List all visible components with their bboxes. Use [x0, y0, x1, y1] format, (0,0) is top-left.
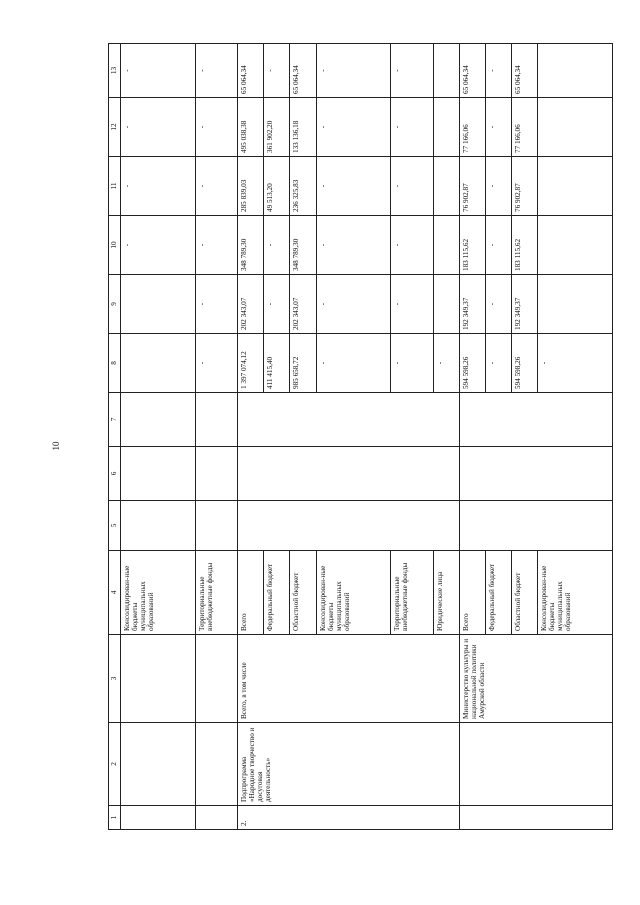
column-header: 9: [109, 275, 121, 334]
value-cell: -: [391, 216, 433, 275]
value-cell: 361 902,20: [264, 98, 290, 157]
value-cell: 76 902,87: [512, 157, 538, 216]
column-header: 13: [109, 44, 121, 98]
value-cell: 183 115,62: [459, 216, 485, 275]
source-cell: Всего: [459, 551, 485, 635]
value-cell: 1 397 074,12: [238, 334, 264, 393]
row-number-cell: 2.: [238, 806, 460, 830]
subprogram-name-cell: Подпрограмма «Народное творчество и досуговая деятельность»: [238, 723, 460, 806]
value-cell: [433, 275, 459, 334]
source-cell: Территориальные внебюджетные фонды: [195, 551, 237, 635]
value-cell: -: [433, 334, 459, 393]
value-cell: 65 064,34: [238, 44, 264, 98]
table-row: [195, 44, 237, 830]
value-cell: 192 349,37: [459, 275, 485, 334]
value-cell: 594 598,26: [459, 334, 485, 393]
value-cell: -: [316, 275, 391, 334]
rotated-table-container: [108, 44, 613, 830]
value-cell: -: [485, 157, 511, 216]
value-cell: 411 415,40: [264, 334, 290, 393]
value-cell: -: [391, 44, 433, 98]
column-header: 8: [109, 334, 121, 393]
value-cell: 202 343,07: [238, 275, 264, 334]
column-header: 10: [109, 216, 121, 275]
table-row: [238, 44, 264, 830]
value-cell: -: [485, 44, 511, 98]
value-cell: 348 789,30: [290, 216, 316, 275]
value-cell: -: [316, 216, 391, 275]
column-header: 5: [109, 501, 121, 551]
value-cell: -: [195, 275, 237, 334]
value-cell: 495 038,38: [238, 98, 264, 157]
value-cell: 65 064,34: [459, 44, 485, 98]
value-cell: -: [316, 44, 391, 98]
responsible-cell: [195, 635, 237, 723]
value-cell: 77 166,06: [459, 98, 485, 157]
source-cell: Федеральный бюджет: [485, 551, 511, 635]
value-cell: -: [121, 157, 196, 216]
value-cell: -: [316, 157, 391, 216]
value-cell: -: [316, 98, 391, 157]
source-cell: Областной бюджет: [512, 551, 538, 635]
name-cell: [195, 723, 237, 806]
value-cell: 65 064,34: [290, 44, 316, 98]
row-number-cell: [195, 806, 237, 830]
column-header: 6: [109, 447, 121, 501]
value-cell: -: [195, 98, 237, 157]
value-cell: 348 789,30: [238, 216, 264, 275]
table-row: [121, 44, 196, 830]
responsible-cell: [121, 635, 196, 723]
source-cell: Всего: [238, 551, 264, 635]
value-cell: -: [391, 334, 433, 393]
value-cell: [433, 157, 459, 216]
value-cell: 133 136,18: [290, 98, 316, 157]
value-cell: 192 349,37: [512, 275, 538, 334]
source-cell: Областной бюджет: [290, 551, 316, 635]
source-cell: Консолидирован-ные бюджеты муниципальных образований: [538, 551, 613, 635]
source-cell: Федеральный бюджет: [264, 551, 290, 635]
value-cell: 285 839,03: [238, 157, 264, 216]
value-cell: [538, 275, 613, 334]
value-cell: 76 902,87: [459, 157, 485, 216]
responsible-cell: Министерство культуры и национальной политики Амурской области: [459, 635, 612, 723]
column-header: 11: [109, 157, 121, 216]
value-cell: [433, 98, 459, 157]
value-cell: -: [121, 98, 196, 157]
column-header: 3: [109, 635, 121, 723]
source-cell: Консолидирован-ные бюджеты муниципальных образований: [316, 551, 391, 635]
value-cell: 594 598,26: [512, 334, 538, 393]
header-row: [109, 44, 121, 830]
value-cell: [538, 216, 613, 275]
value-cell: [538, 98, 613, 157]
budget-table: [108, 43, 613, 830]
value-cell: -: [485, 275, 511, 334]
value-cell: -: [538, 334, 613, 393]
value-cell: [433, 216, 459, 275]
value-cell: [538, 44, 613, 98]
value-cell: -: [485, 98, 511, 157]
value-cell: -: [391, 275, 433, 334]
name-cell: [121, 723, 196, 806]
value-cell: 236 325,83: [290, 157, 316, 216]
name-cell: [459, 723, 612, 806]
value-cell: -: [391, 157, 433, 216]
row-number-cell: [121, 806, 196, 830]
value-cell: -: [195, 334, 237, 393]
source-cell: Юридические лица: [433, 551, 459, 635]
value-cell: 65 064,34: [512, 44, 538, 98]
column-header: 1: [109, 806, 121, 830]
value-cell: -: [264, 44, 290, 98]
value-cell: -: [195, 216, 237, 275]
value-cell: 985 658,72: [290, 334, 316, 393]
value-cell: -: [485, 216, 511, 275]
value-cell: [538, 157, 613, 216]
responsible-cell: Всего, в том числе: [238, 635, 460, 723]
value-cell: [121, 334, 196, 393]
value-cell: -: [195, 157, 237, 216]
value-cell: -: [485, 334, 511, 393]
value-cell: 183 115,62: [512, 216, 538, 275]
value-cell: -: [264, 216, 290, 275]
row-number-cell: [459, 806, 612, 830]
value-cell: [121, 275, 196, 334]
value-cell: -: [264, 275, 290, 334]
column-header: 2: [109, 723, 121, 806]
value-cell: 49 513,20: [264, 157, 290, 216]
value-cell: -: [121, 216, 196, 275]
page-number: 10: [51, 441, 61, 451]
column-header: 4: [109, 551, 121, 635]
column-header: 12: [109, 98, 121, 157]
value-cell: 202 343,07: [290, 275, 316, 334]
value-cell: -: [195, 44, 237, 98]
value-cell: 77 166,06: [512, 98, 538, 157]
source-cell: Территориальные внебюджетные фонды: [391, 551, 433, 635]
value-cell: -: [316, 334, 391, 393]
value-cell: -: [391, 98, 433, 157]
source-cell: Консолидирован-ные бюджеты муниципальных образований: [121, 551, 196, 635]
table-row: [459, 44, 485, 830]
value-cell: [433, 44, 459, 98]
value-cell: -: [121, 44, 196, 98]
column-header: 7: [109, 393, 121, 447]
